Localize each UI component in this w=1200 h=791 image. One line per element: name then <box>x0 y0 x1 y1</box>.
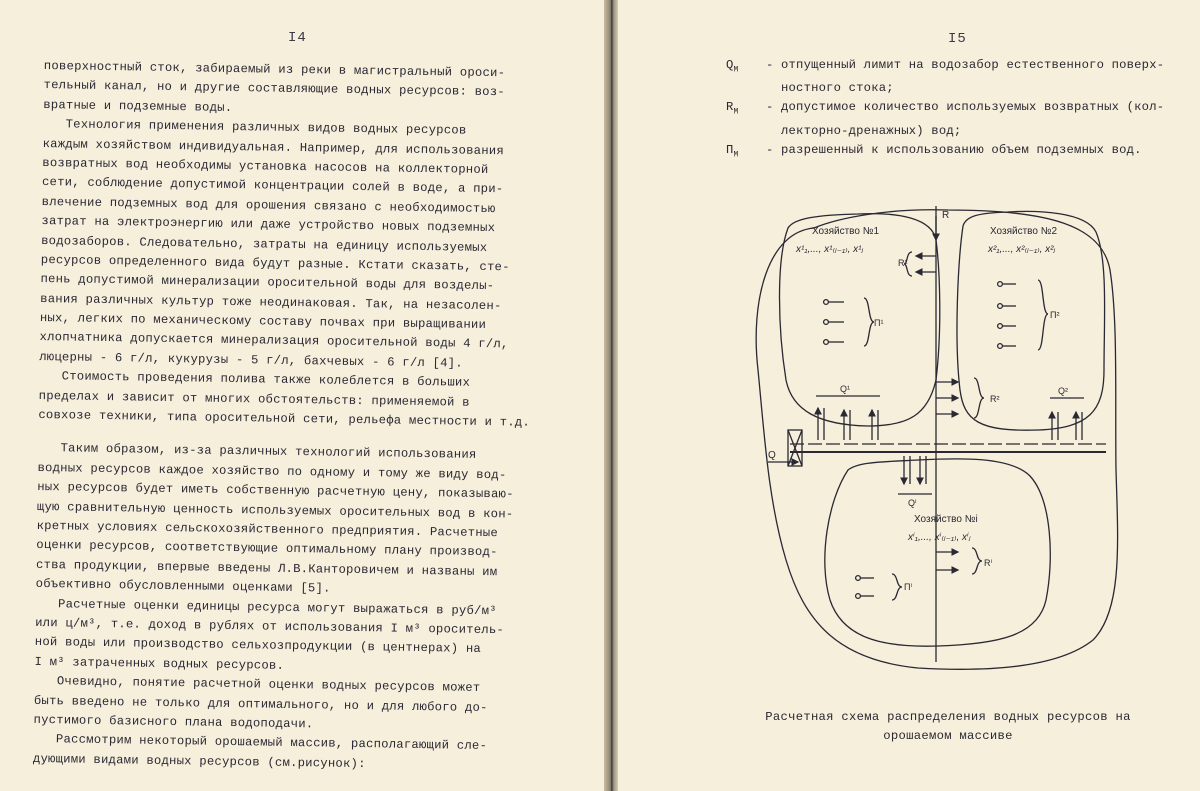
svg-text:Rⁱ: Rⁱ <box>984 558 993 568</box>
legend-text: - отпущенный лимит на водозабор естественного поверх- <box>766 58 1165 72</box>
svg-text:Q¹: Q¹ <box>840 384 850 394</box>
farm1-label: Хозяйство №1 <box>812 226 880 237</box>
caption-line: орошаемом массиве <box>883 729 1013 743</box>
farmi-label: Хозяйство №i <box>914 514 978 525</box>
text-line: Рассмотрим некоторый орошаемый массив, располагающий сле- <box>33 732 488 754</box>
text-line: дующими видами водных ресурсов (см.рисунок): <box>32 751 366 771</box>
figure-caption <box>758 708 1138 746</box>
text-line: ных ресурсов будет иметь собственную расчетную цену, показываю- <box>37 480 514 502</box>
text-line: ной воды или производство сельхозпродукции (в центнерах) на <box>34 635 482 657</box>
text-line: ных, легких по механическому составу почвах при выращивании <box>39 311 487 333</box>
text-line: Очевидно, понятие расчетной оценки водных ресурсов может <box>34 674 481 696</box>
svg-text:П²: П² <box>1050 310 1060 320</box>
caption-line: Расчетная схема распределения водных ресурсов на <box>765 710 1131 724</box>
svg-text:R²: R² <box>990 394 1000 404</box>
text-line: оценки ресурсов, соответствующие оптимальному плану производ- <box>36 538 498 560</box>
svg-text:x¹₁,..., x¹₍ⱼ₋₁₎, x¹ⱼ: x¹₁,..., x¹₍ⱼ₋₁₎, x¹ⱼ <box>796 244 864 255</box>
text-line: сети, соблюдение допустимой концентрации солей в воде, а при- <box>41 175 504 197</box>
text-line: хлопчатника допускается минерализация оросительной воды 4 г/л, <box>39 330 509 352</box>
svg-text:R¹: R¹ <box>898 258 908 268</box>
legend-text: ностного стока; <box>766 81 894 96</box>
legend-text: - допустимое количество используемых возвратных (кол- <box>766 100 1165 115</box>
water-distribution-diagram <box>618 0 1200 791</box>
svg-text:Qⁱ: Qⁱ <box>908 498 917 508</box>
text-line: кретных условиях сельскохозяйственного предприятия. Расчетные <box>36 518 499 541</box>
text-line: пустимого базисного плана водоподачи. <box>33 712 314 732</box>
text-line: вания различных культур тоже неодинаковая. Так, на незасолен- <box>40 291 502 313</box>
text-line: I м³ затраченных водных ресурсов. <box>34 654 285 673</box>
legend-symbol: $R_М$ <box>726 100 739 117</box>
svg-text:Пⁱ: Пⁱ <box>904 582 913 592</box>
text-line: щую сравнительную ценность используемых оросительных вод в кон- <box>36 499 514 522</box>
text-line: или ц/м³, т.е. доход в рублях от использования I м³ ороситель- <box>35 615 505 638</box>
body-text <box>33 57 544 777</box>
q-main-label: Q <box>768 450 776 461</box>
text-line: ства продукции, впервые введены Л.В.Канторовичем и названы им <box>35 557 498 579</box>
page-number: I5 <box>948 31 967 47</box>
text-line: быть введено не только для оптимального, но и для любого до- <box>33 693 488 715</box>
page-number: I4 <box>288 30 307 46</box>
text-line: влечение подземных вод для орошения связано с необходимостью <box>41 194 496 216</box>
text-line: водозаборов. Следовательно, затраты на единицу используемых <box>41 233 488 255</box>
svg-text:x²₁,..., x²₍ⱼ₋₁₎, x²ⱼ: x²₁,..., x²₍ⱼ₋₁₎, x²ⱼ <box>988 244 1056 255</box>
text-line: объективно обусловленными оценками [5]. <box>35 577 331 596</box>
text-line: люцерны - 6 г/л, кукурузы - 5 г/л, бахчевых - 6 г/л [4]. <box>39 349 463 371</box>
text-line: Таким образом, из-за различных технологий использования <box>37 441 477 463</box>
text-line: пределах и зависит от многих обстоятельств: применяемой в <box>38 388 470 410</box>
svg-text:xⁱ₁,..., xⁱ₍ⱼ₋₁₎, xⁱⱼ: xⁱ₁,..., xⁱ₍ⱼ₋₁₎, xⁱⱼ <box>908 532 971 543</box>
legend-text: лекторно-дренажных) вод; <box>766 123 962 138</box>
text-line: возвратных вод необходимы установка насосов на коллекторной <box>42 155 489 177</box>
text-line: каждым хозяйством индивидуальная. Например, для использования <box>42 136 505 158</box>
text-line: тельный канал, но и другие составляющие водных ресурсов: воз- <box>43 78 505 100</box>
right-page <box>618 0 1200 791</box>
book-gutter <box>604 0 618 791</box>
legend-symbol: $П_М$ <box>726 142 739 160</box>
text-line: поверхностный сток, забираемый из реки в магистральный ороси- <box>43 58 506 81</box>
text-line: Стоимость проведения полива также колеблется в больших <box>38 369 471 390</box>
text-line: затрат на электроэнергию или даже устройство новых подземных <box>41 214 496 236</box>
text-line: вратные и подземные воды. <box>43 97 233 115</box>
text-line: Расчетные оценки единицы ресурса могут выражаться в руб/м³ <box>35 596 497 618</box>
text-line: пень допустимой минерализации оросительной воды для возделы- <box>40 272 495 294</box>
svg-text:П¹: П¹ <box>874 318 884 328</box>
text-line: совхозе техники, типа оросительной сети, рельефа местности и т.д. <box>38 407 531 430</box>
r-main-label: R <box>942 210 950 221</box>
text-line: водных ресурсов каждое хозяйство по одному и тому же виду вод- <box>37 460 507 483</box>
legend-text: - разрешенный к использованию объем подземных вод. <box>766 142 1142 157</box>
svg-text:Q²: Q² <box>1058 386 1068 396</box>
farm2-label: Хозяйство №2 <box>990 226 1058 237</box>
text-line: ресурсов определенного вида будут разные. Кстати сказать, сте- <box>40 252 510 275</box>
text-line: Технология применения различных видов водных ресурсов <box>42 117 467 138</box>
legend-symbol: $Q_М$ <box>726 58 739 75</box>
